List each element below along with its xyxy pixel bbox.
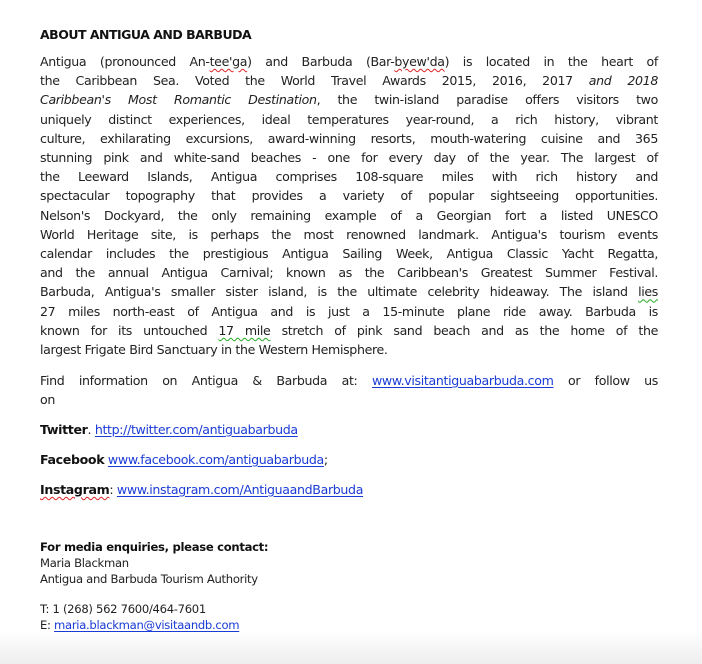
contact-phone: T: 1 (268) 562 7600/464-7601 [40,602,206,616]
spelling-flag[interactable]: byew'da [394,54,445,69]
para-line: the Caribbean Sea. Voted the World Travel Awards 2015, 2016, 2017 and 2018 [40,73,658,89]
contact-org: Antigua and Barbuda Tourism Authority [40,572,258,586]
section-heading: ABOUT ANTIGUA AND BARBUDA [40,27,252,42]
para-line: known for its untouched 17 mile stretch of pink sand beach and as the home of the [40,322,658,338]
instagram-line: Instagram: www.instagram.com/AntiguaandBarbuda [40,482,364,497]
instagram-label: Instagram [40,482,110,497]
contact-email-link[interactable]: maria.blackman@visitaandb.com [54,618,240,632]
facebook-link[interactable]: www.facebook.com/antiguabarbuda [107,452,324,467]
website-link[interactable]: www.visitantiguabarbuda.com [371,373,554,388]
para-line: and the annual Antigua Carnival; known as the Caribbean's Greatest Summer Festival. [40,265,658,281]
grammar-flag[interactable]: 17 mile [218,322,271,338]
para-line: largest Frigate Bird Sanctuary in the Western Hemisphere. [40,342,388,358]
grammar-flag[interactable]: lies [638,284,658,300]
para-line: Antigua (pronounced An-tee'ga) and Barbuda (Bar-byew'da) is located in the heart of [40,54,658,69]
facebook-line: Facebook www.facebook.com/antiguabarbuda; [40,452,328,467]
para-line: Caribbean's Most Romantic Destination, the twin-island paradise offers visitors two [40,92,658,108]
para-line: World Heritage site, is perhaps the most renowned landmark. Antigua's tourism events [40,226,658,242]
media-contact: For media enquiries, please contact: Maria Blackman Antigua and Barbuda Tourism Authority T: 1 (268) 562 7600/464-7601 E: maria.blackman@visitaandb.com [40,540,269,632]
instagram-link[interactable]: www.instagram.com/AntiguaandBarbuda [116,482,364,497]
spelling-flag[interactable]: tee'ga [209,54,248,69]
twitter-line: Twitter. http://twitter.com/antiguabarbuda [40,422,298,437]
para-line: the Leeward Islands, Antigua comprises 108-square miles with rich history and [40,169,658,185]
para-line: spectacular topography that provides a variety of popular sightseeing opportunities. [40,188,658,204]
para-line: culture, exhilarating excursions, award-winning resorts, mouth-watering cuisine and 365 [40,130,658,146]
contact-title: For media enquiries, please contact: [40,540,269,554]
about-paragraph [40,52,658,359]
para-line: Barbuda, Antigua's smaller sister island, is the ultimate celebrity hideaway. The island lies [40,284,658,300]
para-line: Nelson's Dockyard, the only remaining example of a Georgian fort a listed UNESCO [40,207,658,223]
contact-name: Maria Blackman [40,556,129,570]
find-info-paragraph: Find information on Antigua & Barbuda at: www.visitantiguabarbuda.com or follow us on [40,373,658,407]
para-line: uniquely distinct experiences, ideal temperatures year-round, a rich history, vibrant [40,111,658,127]
facebook-label: Facebook [40,452,105,467]
para-line: 27 miles north-east of Antigua and is just a 15-minute plane ride away. Barbuda is [40,303,658,319]
twitter-link[interactable]: http://twitter.com/antiguabarbuda [94,422,298,437]
para-line: calendar includes the prestigious Antigua Sailing Week, Antigua Classic Yacht Regatta, [40,246,658,262]
twitter-label: Twitter [40,422,88,437]
para-line: stunning pink and white-sand beaches - one for every day of the year. The largest of [40,150,658,166]
